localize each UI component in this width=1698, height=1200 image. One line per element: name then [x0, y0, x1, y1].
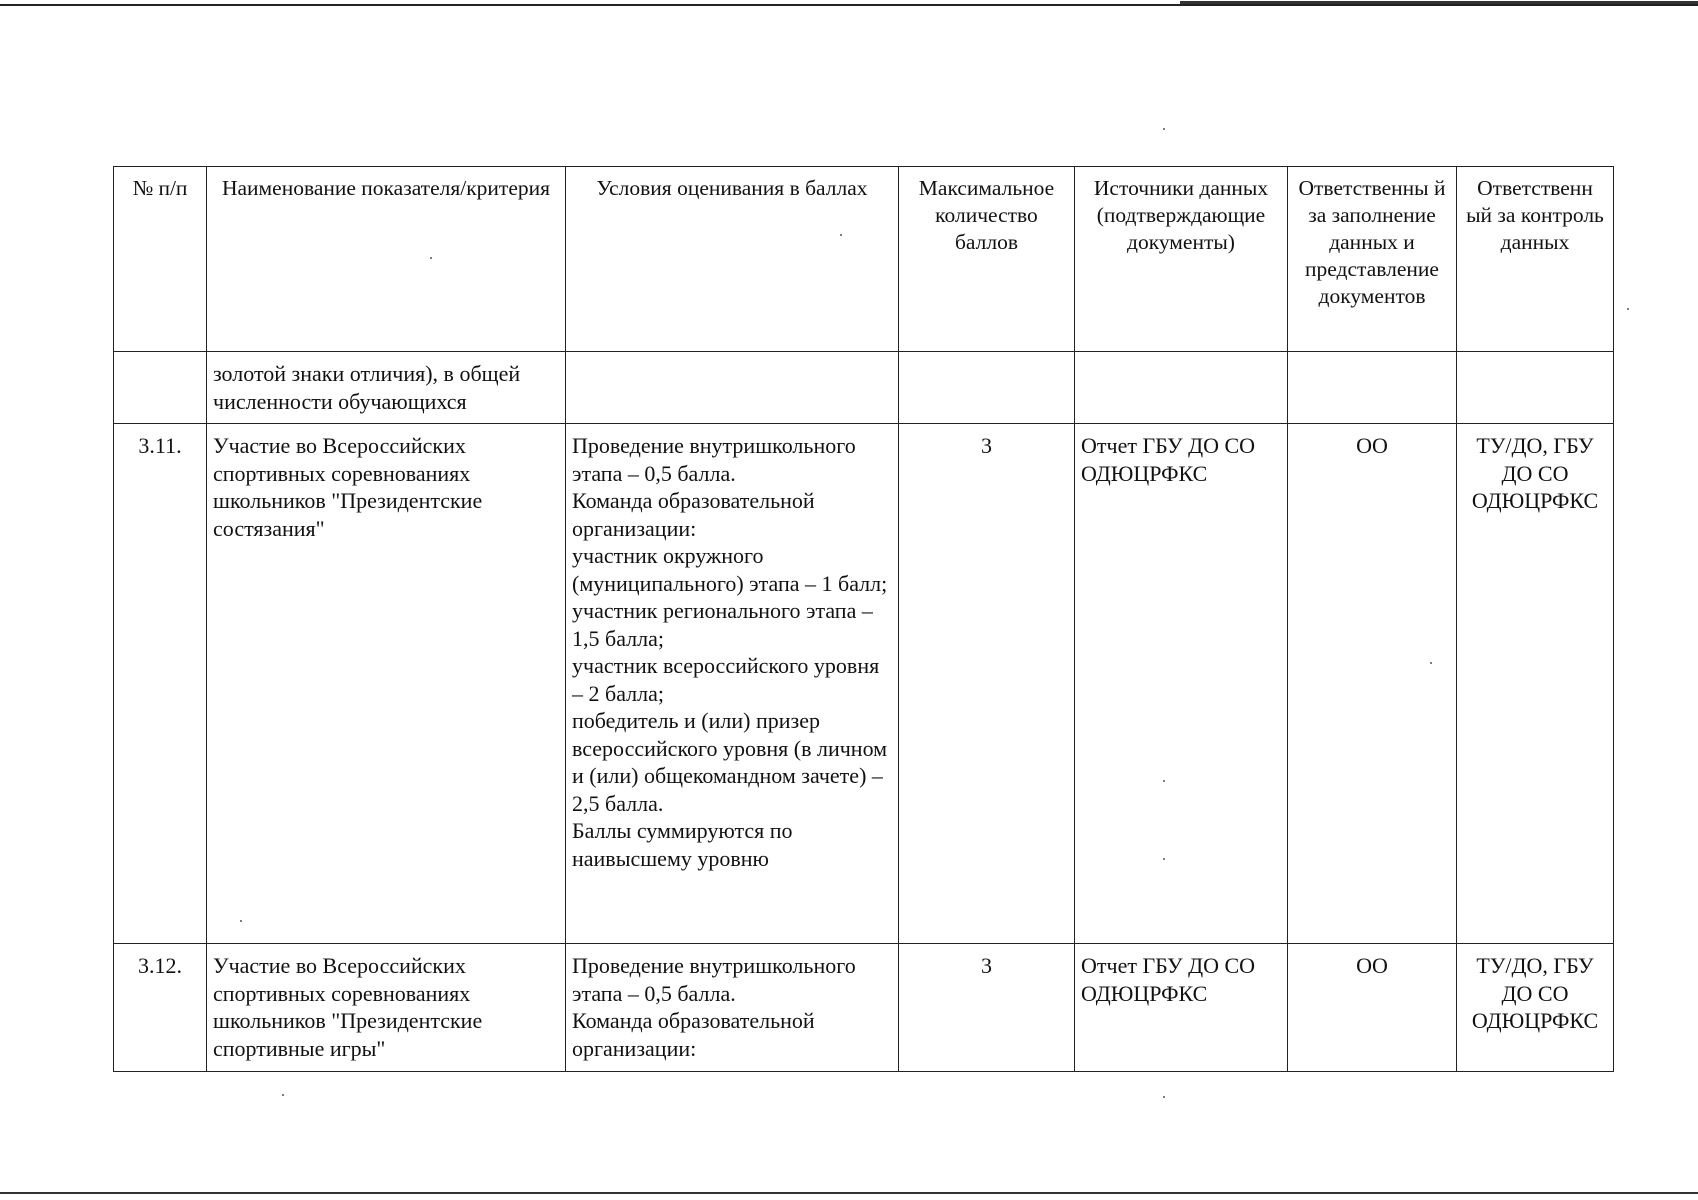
condition-line: участник регионального этапа – 1,5 балла;	[572, 598, 873, 651]
cell-number	[114, 352, 207, 424]
table-row	[114, 424, 1614, 944]
scan-speck	[1163, 128, 1165, 130]
table-row-continuation	[114, 352, 1614, 424]
table-row	[114, 944, 1614, 1072]
cell-max-points: 3	[899, 424, 1075, 944]
table-header-row	[114, 167, 1614, 352]
cell-conditions	[566, 424, 899, 944]
header-data-sources: Источники данных (подтверждающие документы)	[1075, 167, 1288, 352]
cell-conditions	[566, 944, 899, 1072]
condition-line: победитель и (или) призер всероссийского уровня (в личном и (или) общекомандном зачете) – 2,5 балла.	[572, 708, 888, 816]
cell-indicator-name: золотой знаки отличия), в общей численности обучающихся	[207, 352, 566, 424]
header-indicator-name: Наименование показателя/критерия	[207, 167, 566, 352]
scan-border-top	[0, 4, 1698, 6]
cell-indicator-name: Участие во Всероссийских спортивных соревнованиях школьников "Президентские состязания"	[207, 424, 566, 944]
cell-control	[1457, 352, 1614, 424]
condition-line: Баллы суммируются по наивысшему уровню	[572, 818, 793, 871]
condition-line: Команда образовательной организации:	[572, 488, 815, 541]
header-control: Ответственн ый за контроль данных	[1457, 167, 1614, 352]
scan-speck	[282, 1094, 284, 1096]
condition-line: Проведение внутришкольного этапа – 0,5 балла.	[572, 433, 856, 486]
criteria-table	[113, 166, 1614, 1072]
cell-control: ТУ/ДО, ГБУ ДО СО ОДЮЦРФКС	[1457, 424, 1614, 944]
cell-responsible	[1288, 352, 1457, 424]
cell-data-source: Отчет ГБУ ДО СО ОДЮЦРФКС	[1075, 424, 1288, 944]
cell-responsible: ОО	[1288, 424, 1457, 944]
scan-speck	[1627, 308, 1629, 310]
condition-line: Проведение внутришкольного этапа – 0,5 балла.	[572, 953, 856, 1006]
cell-max-points	[899, 352, 1075, 424]
cell-data-source	[1075, 352, 1288, 424]
header-conditions: Условия оценивания в баллах	[566, 167, 899, 352]
scan-border-bottom	[0, 1192, 1698, 1194]
cell-control: ТУ/ДО, ГБУ ДО СО ОДЮЦРФКС	[1457, 944, 1614, 1072]
cell-data-source: Отчет ГБУ ДО СО ОДЮЦРФКС	[1075, 944, 1288, 1072]
cell-indicator-name: Участие во Всероссийских спортивных соревнованиях школьников "Президентские спортивные игры"	[207, 944, 566, 1072]
cell-conditions	[566, 352, 899, 424]
cell-number: 3.11.	[114, 424, 207, 944]
scan-speck	[1163, 1096, 1165, 1098]
header-number: № п/п	[114, 167, 207, 352]
header-responsible: Ответственны й за заполнение данных и представление документов	[1288, 167, 1457, 352]
condition-line: участник окружного (муниципального) этапа – 1 балл;	[572, 543, 888, 596]
header-max-points: Максимальное количество баллов	[899, 167, 1075, 352]
scan-border-top-right	[1180, 1, 1698, 4]
condition-line: участник всероссийского уровня – 2 балла;	[572, 653, 880, 706]
cell-number: 3.12.	[114, 944, 207, 1072]
cell-responsible: ОО	[1288, 944, 1457, 1072]
cell-max-points: 3	[899, 944, 1075, 1072]
condition-line: Команда образовательной организации:	[572, 1008, 815, 1061]
